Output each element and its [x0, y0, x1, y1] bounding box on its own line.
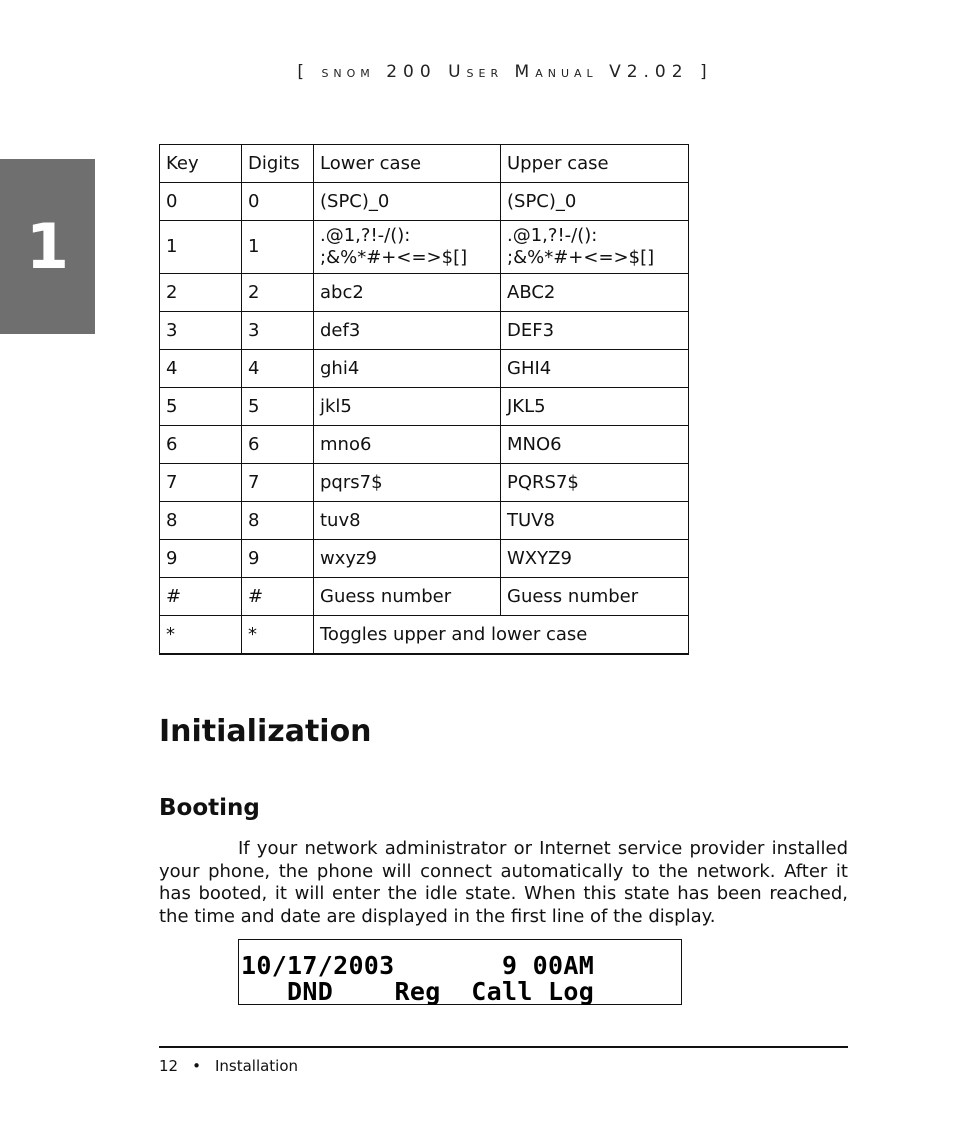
footer-rule — [159, 1046, 848, 1048]
cell-lower-case: .@1,?!-/(): ;&%*#+<=>$[] — [314, 221, 501, 274]
header-upper-case: Upper case — [501, 145, 689, 183]
cell-digits: 3 — [242, 312, 314, 350]
header-open-bracket: [ — [297, 62, 311, 82]
cell-digits: 4 — [242, 350, 314, 388]
cell-lower-case: abc2 — [314, 274, 501, 312]
cell-lower-case: pqrs7$ — [314, 464, 501, 502]
cell-digits: * — [242, 616, 314, 655]
section-title: Initialization — [159, 714, 372, 749]
cell-upper-case: JKL5 — [501, 388, 689, 426]
cell-upper-case: TUV8 — [501, 502, 689, 540]
cell-key: 4 — [160, 350, 242, 388]
table-row — [160, 426, 689, 464]
cell-upper-case: ABC2 — [501, 274, 689, 312]
cell-upper-case: DEF3 — [501, 312, 689, 350]
header-close-bracket: ] — [699, 62, 713, 82]
cell-key: 8 — [160, 502, 242, 540]
table-row — [160, 312, 689, 350]
table-row — [160, 274, 689, 312]
page-number: 12 — [159, 1057, 179, 1075]
cell-lower-case: ghi4 — [314, 350, 501, 388]
header-model: 200 — [386, 62, 437, 82]
cell-upper-case: Guess number — [501, 578, 689, 616]
booting-paragraph — [159, 838, 848, 928]
table-row — [160, 221, 689, 274]
chapter-number: 1 — [25, 210, 70, 283]
table-row — [160, 464, 689, 502]
chapter-tab — [0, 159, 95, 334]
cell-upper-case: PQRS7$ — [501, 464, 689, 502]
table-row — [160, 183, 689, 221]
cell-digits: 8 — [242, 502, 314, 540]
cell-lower-case: Guess number — [314, 578, 501, 616]
cell-key: 2 — [160, 274, 242, 312]
header-version: V2.02 — [609, 62, 689, 82]
cell-digits: 5 — [242, 388, 314, 426]
table-row — [160, 502, 689, 540]
cell-digits: 7 — [242, 464, 314, 502]
cell-lower-case: tuv8 — [314, 502, 501, 540]
cell-lower-case: jkl5 — [314, 388, 501, 426]
header-key: Key — [160, 145, 242, 183]
key-mapping-table — [159, 144, 689, 655]
cell-key: # — [160, 578, 242, 616]
cell-digits: 2 — [242, 274, 314, 312]
running-header — [0, 62, 954, 82]
header-user: USER — [448, 62, 504, 82]
subsection-title: Booting — [159, 795, 260, 821]
cell-lower-case: def3 — [314, 312, 501, 350]
cell-digits: 1 — [242, 221, 314, 274]
cell-upper-case: GHI4 — [501, 350, 689, 388]
table-row — [160, 540, 689, 578]
table-row — [160, 388, 689, 426]
table-row — [160, 578, 689, 616]
cell-digits: 9 — [242, 540, 314, 578]
header-brand: SNOM — [321, 67, 375, 80]
cell-upper-case: WXYZ9 — [501, 540, 689, 578]
table-row — [160, 616, 689, 655]
page-footer — [159, 1057, 298, 1075]
cell-lower-case: (SPC)_0 — [314, 183, 501, 221]
cell-key: 3 — [160, 312, 242, 350]
cell-key: * — [160, 616, 242, 655]
footer-section: Installation — [214, 1057, 299, 1075]
cell-lower-case: mno6 — [314, 426, 501, 464]
cell-digits: 0 — [242, 183, 314, 221]
cell-key: 7 — [160, 464, 242, 502]
table-header-row — [160, 145, 689, 183]
display-line-1: 10/17/2003 9 00AM — [241, 951, 595, 980]
phone-display — [238, 939, 682, 1005]
display-line-2: DND Reg Call Log — [241, 977, 595, 1006]
cell-key: 9 — [160, 540, 242, 578]
header-lower-case: Lower case — [314, 145, 501, 183]
booting-paragraph-text: If your network administrator or Internet service provider installed your phone, the phone will connect automatically to the network. After it has booted, it will enter the idle state. When this state has been reached, the time and date are displayed in the first line of the display. — [159, 838, 848, 927]
cell-digits: # — [242, 578, 314, 616]
header-digits: Digits — [242, 145, 314, 183]
footer-bullet: • — [192, 1057, 201, 1075]
cell-upper-case: (SPC)_0 — [501, 183, 689, 221]
cell-key: 5 — [160, 388, 242, 426]
cell-upper-case: MNO6 — [501, 426, 689, 464]
header-manual: MANUAL — [514, 62, 598, 82]
cell-key: 6 — [160, 426, 242, 464]
cell-description: Toggles upper and lower case — [314, 616, 689, 655]
cell-key: 1 — [160, 221, 242, 274]
table-row — [160, 350, 689, 388]
cell-upper-case: .@1,?!-/(): ;&%*#+<=>$[] — [501, 221, 689, 274]
cell-digits: 6 — [242, 426, 314, 464]
cell-lower-case: wxyz9 — [314, 540, 501, 578]
cell-key: 0 — [160, 183, 242, 221]
